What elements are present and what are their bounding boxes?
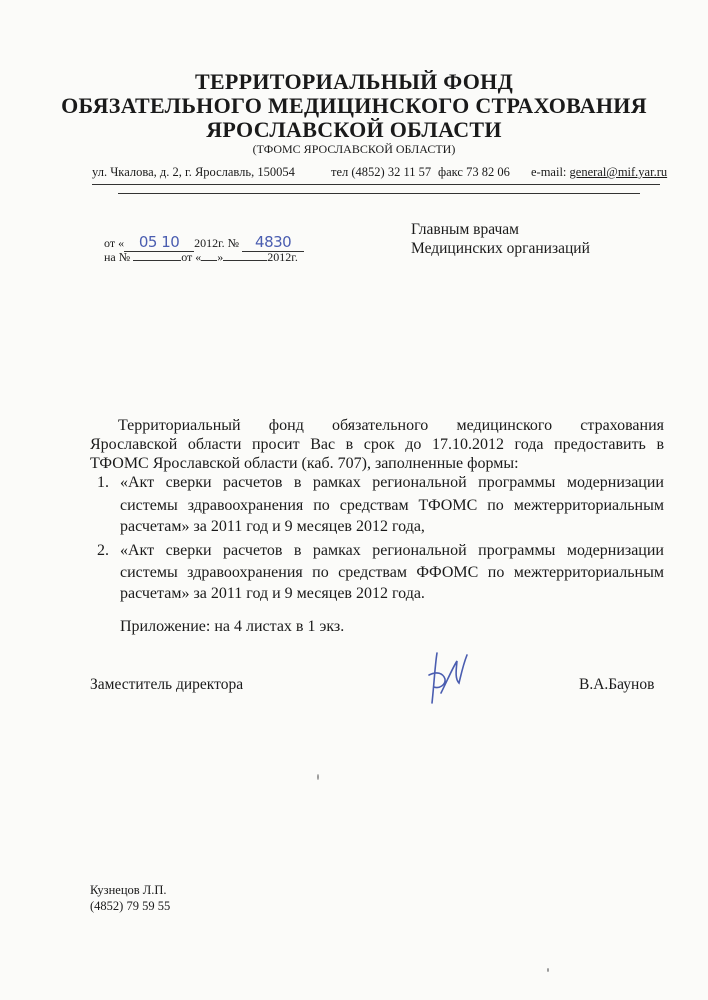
reply-prefix: на № [104,250,131,264]
signature-icon [425,645,471,707]
org-name-line2: ОБЯЗАТЕЛЬНОГО МЕДИЦИНСКОГО СТРАХОВАНИЯ [61,93,647,118]
reply-quote: » [217,250,224,264]
scan-speck [317,774,319,780]
item2-line1: «Акт сверки расчетов в рамках региональной программы модернизации [120,542,664,559]
signer-position: Заместитель директора [90,676,244,693]
handwritten-number: 4830 [255,233,292,251]
intro-line1: Территориальный фонд обязательного медицинского страхования [118,417,664,434]
item2-line2: системы здравоохранения по средствам ФФОМС по межтерриториальным [120,564,664,581]
header-rule-bottom [118,193,640,194]
executor-phone: (4852) 79 59 55 [90,899,171,913]
fax: факс 73 82 06 [438,165,510,179]
org-name-line3: ЯРОСЛАВСКОЙ ОБЛАСТИ [206,117,502,142]
addressee-line1: Главным врачам [411,221,519,238]
executor-name: Кузнецов Л.П. [90,883,167,897]
item2-number: 2. [97,542,109,559]
year-suffix: 2012г. [194,236,225,250]
reply-year: 2012г. [267,250,298,264]
intro-line2: Ярославской области просит Вас в срок до 17.10.2012 года предоставить в [90,436,664,453]
item1-number: 1. [97,474,109,491]
email-label: e-mail: [531,165,567,179]
attachment-note: Приложение: на 4 листах в 1 экз. [120,618,345,635]
reply-registration-line [104,250,298,265]
item1-line1: «Акт сверки расчетов в рамках региональной программы модернизации [120,474,664,491]
email-block [531,165,667,180]
scan-speck [547,968,549,972]
address: ул. Чкалова, д. 2, г. Ярославль, 150054 [92,165,295,179]
addressee-line2: Медицинских организаций [411,240,590,257]
from-prefix: от « [104,236,125,250]
reply-from: от « [181,250,202,264]
signer-name: В.А.Баунов [579,676,655,693]
item2-line3: расчетам» за 2011 год и 9 месяцев 2012 года. [120,585,425,602]
org-name-line1: ТЕРРИТОРИАЛЬНЫЙ ФОНД [194,69,514,94]
phone: тел (4852) 32 11 57 [331,165,432,179]
number-label: № [227,236,240,250]
item1-line2: системы здравоохранения по средствам ТФОМС по межтерриториальным [120,497,664,514]
intro-line3: ТФОМС Ярославской области (каб. 707), заполненные формы: [90,455,519,472]
handwritten-date: 05 10 [138,233,180,251]
email-link[interactable]: general@mif.yar.ru [569,165,668,179]
org-short-name: (ТФОМС ЯРОСЛАВСКОЙ ОБЛАСТИ) [252,142,456,156]
item1-line3: расчетам» за 2011 год и 9 месяцев 2012 года, [120,518,425,535]
header-rule-top [92,184,660,185]
